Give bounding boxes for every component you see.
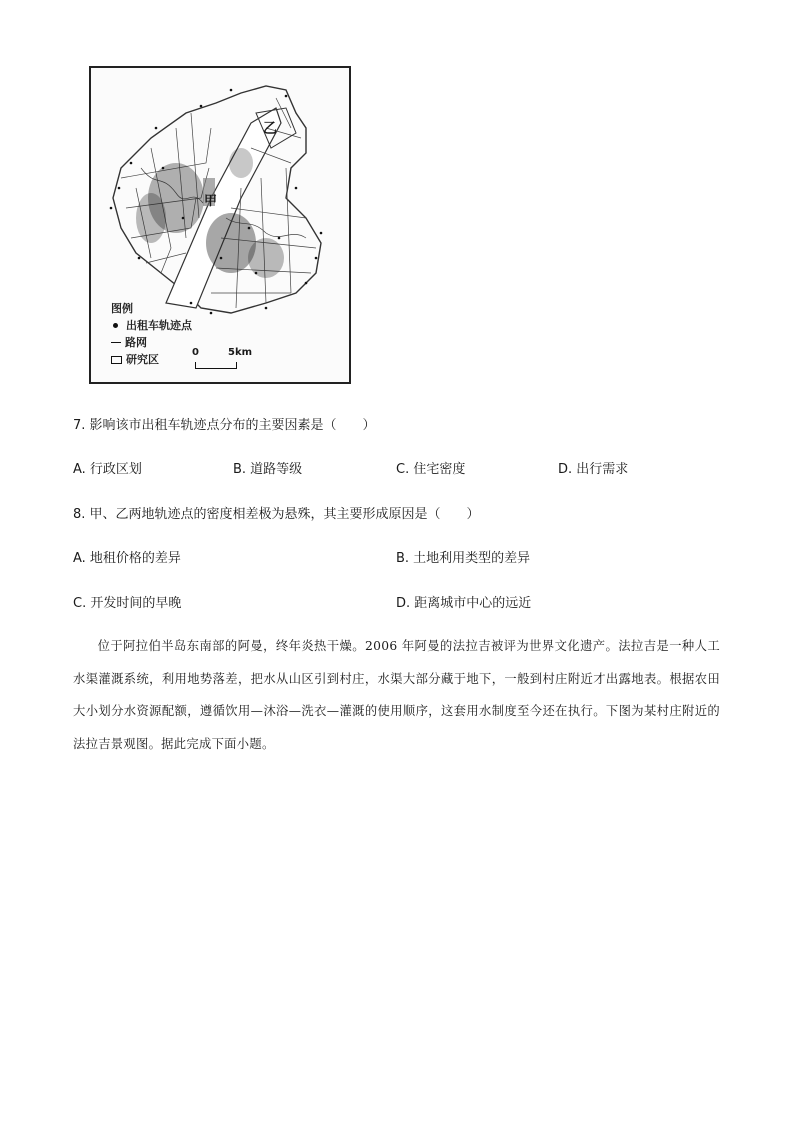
legend-area-label: 研究区 (126, 353, 159, 366)
legend-roads-label: 路网 (125, 336, 147, 349)
scale-bar (195, 362, 237, 369)
question-8-option-a[interactable]: A. 地租价格的差异 (73, 551, 181, 566)
area-symbol-icon (111, 356, 122, 364)
taxi-trajectory-map (89, 66, 351, 384)
map-legend (111, 300, 192, 368)
question-7-option-b[interactable]: B. 道路等级 (233, 462, 303, 477)
legend-title: 图例 (111, 302, 133, 315)
question-8-stem: 8. 甲、乙两地轨迹点的密度相差极为悬殊，其主要形成原因是（ ） (73, 507, 480, 522)
question-7-option-c[interactable]: C. 住宅密度 (396, 462, 466, 477)
point-symbol-icon (113, 323, 118, 328)
question-8-option-c[interactable]: C. 开发时间的早晚 (73, 596, 182, 611)
legend-row-roads (111, 334, 192, 351)
question-8-option-b[interactable]: B. 土地利用类型的差异 (396, 551, 531, 566)
legend-row-area (111, 351, 192, 368)
question-7-option-d[interactable]: D. 出行需求 (558, 462, 629, 477)
question-7-option-a[interactable]: A. 行政区划 (73, 462, 142, 477)
legend-row-points (111, 317, 192, 334)
road-symbol-icon (111, 342, 121, 343)
question-8-option-d[interactable]: D. 距离城市中心的远近 (396, 596, 532, 611)
label-jia: 甲 (204, 194, 218, 209)
reading-passage: 位于阿拉伯半岛东南部的阿曼，终年炎热干燥。2006 年阿曼的法拉吉被评为世界文化遗产。法拉吉是一种人工水渠灌溉系统，利用地势落差，把水从山区引到村庄，水渠大部分藏于地下，一般到村庄附近才出露地表。根据农田大小划分水资源配额，遵循饮用—沐浴—洗衣—灌溉的使用顺序，这套用水制度至今还在执行。下图为某村庄附近的法拉吉景观图。据此完成下面小题。 (73, 639, 720, 751)
scale-label-five: 5km (228, 347, 253, 358)
question-7-stem: 7. 影响该市出租车轨迹点分布的主要因素是（ ） (73, 418, 376, 433)
legend-points-label: 出租车轨迹点 (126, 319, 192, 332)
scale-label-zero: 0 (192, 347, 199, 358)
label-yi: 乙 (263, 121, 277, 137)
